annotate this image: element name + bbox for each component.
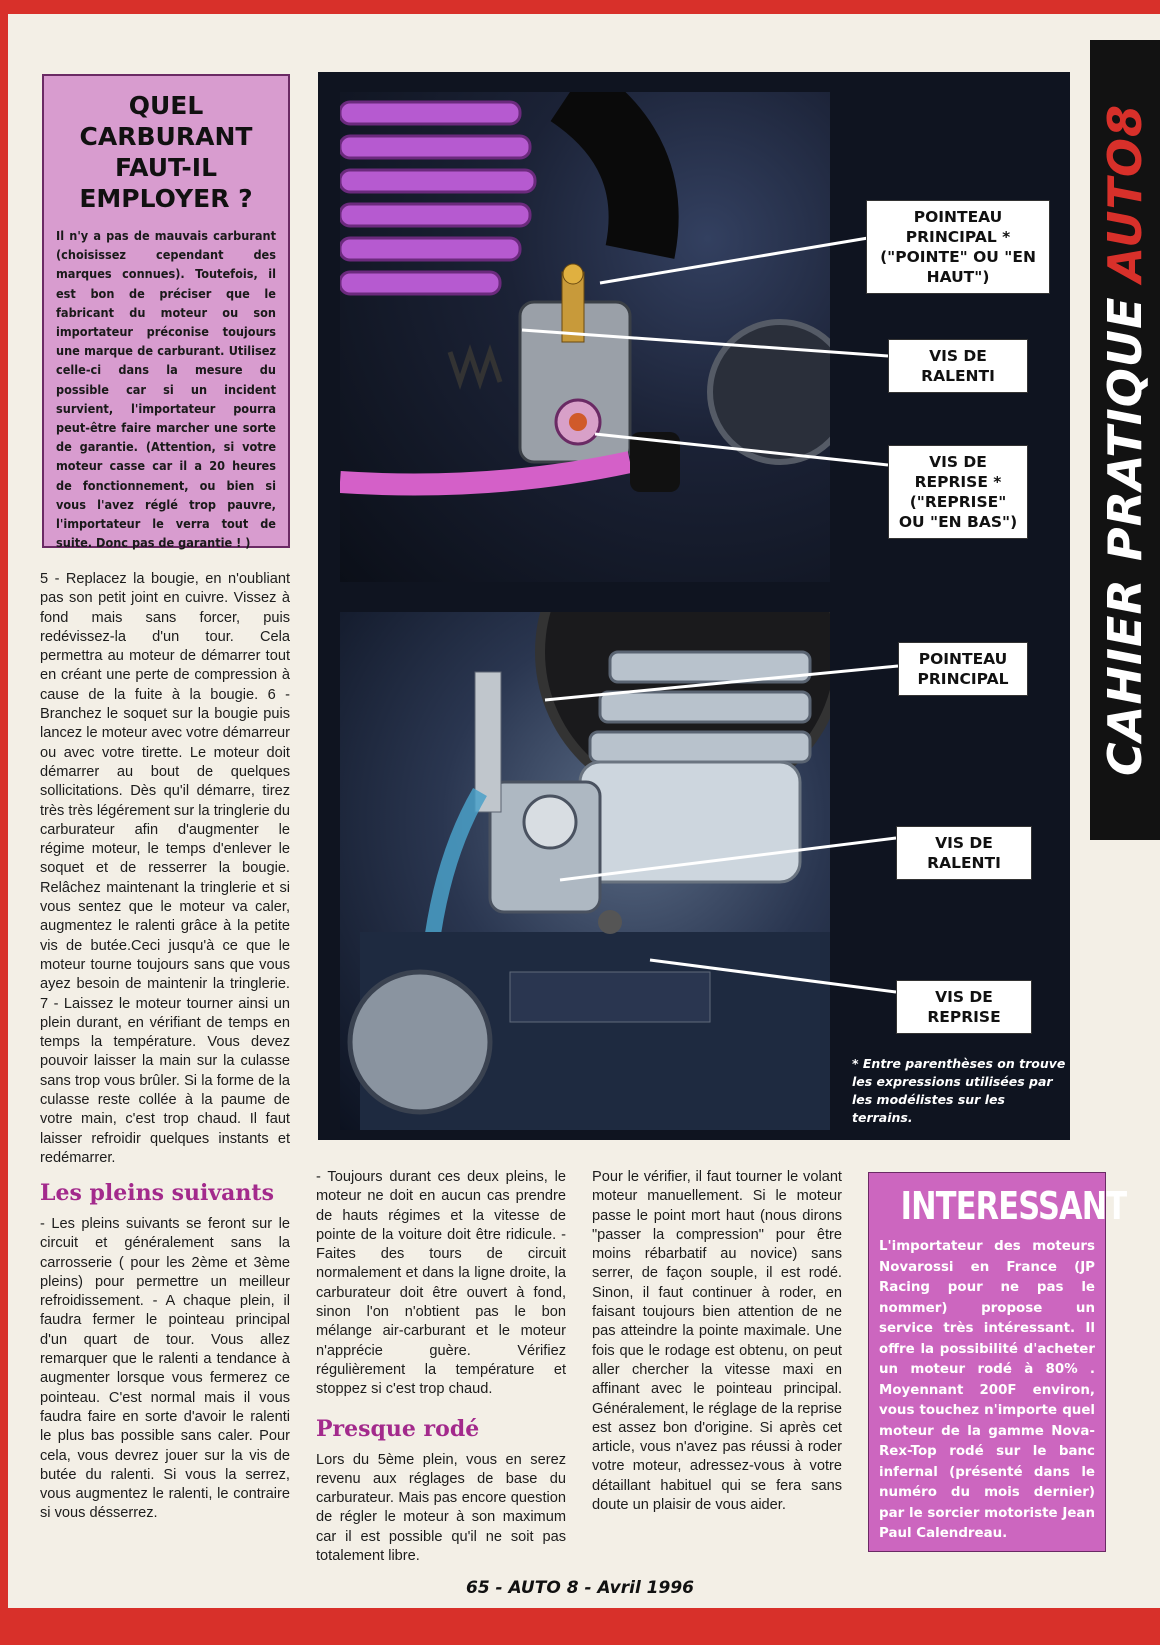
article-column-1b xyxy=(40,1180,290,1524)
interessant-title: INTERESSANT xyxy=(900,1184,1127,1228)
interessant-body: L'importateur des moteurs Novarossi en France (JP Racing pour ne pas le nommer) propose un service très intéressant. Il offre la possibilité d'acheter un moteur rodé à 80% . Moyennant 200F environ, vous touchez n'importe quel moteur de la gamme Nova-Rex-Top rodé sur le banc infernal (présenté dans le numéro du mois dernier) par le sorcier motoriste Jean Paul Calendreau. xyxy=(879,1239,1095,1541)
page-footer: 65 - AUTO 8 - Avril 1996 xyxy=(465,1578,694,1598)
column-1b-text: - Les pleins suivants se feront sur le circuit et généralement sans la carrosserie ( pour les 2ème et 3ème pleins) pour permettre un meilleur refroidissement. - A chaque plein, il faudra fermer le pointeau principal d'un quart de tour. Vous allez remarquer que le ralenti a tendance à augmenter lorsque vous fermerez ce pointeau. C'est normal mais il vous faudra faire en sorte d'avoir le ralenti le plus bas possible sans caler. Pour cela, vous devrez jouer sur la vis de butée du ralenti. Si vous la serrez, vous augmentez le ralenti, le contraire si vous désserrez. xyxy=(40,1216,290,1522)
callout-vis-reprise-bottom: VIS DE REPRISE xyxy=(896,980,1032,1034)
column-2b-text: Lors du 5ème plein, vous en serez revenu aux réglages de base du carburateur. Mais pas encore question de régler le moteur à son maximum car il est possible qu'il ne soit pas totalement libre. xyxy=(316,1451,566,1565)
subhead-pleins-suivants: Les pleins suivants xyxy=(40,1180,274,1206)
callout-vis-ralenti-bottom: VIS DE RALENTI xyxy=(896,826,1032,880)
side-banner-logo: AUTO8 xyxy=(1098,104,1152,283)
subhead-presque-rode: Presque rodé xyxy=(316,1415,480,1442)
article-column-3 xyxy=(592,1168,842,1515)
photo-footnote: * Entre parenthèses on trouve les expressions utilisées par les modélistes sur les terrains. xyxy=(852,1056,1066,1125)
callout-pointeau-principal-bottom: POINTEAU PRINCIPAL xyxy=(898,642,1028,696)
callout-pointeau-principal-top: POINTEAU PRINCIPAL *("POINTE" OU "EN HAUT") xyxy=(866,200,1050,294)
column-3-text: Pour le vérifier, il faut tourner le volant moteur manuellement. Si le moteur passe le point mort haut (nous dirons "passer la compression" pour être moins rébarbatif au novice) sans serrer, de façon souple, il est rodé. Sinon, il faut continuer à roder, en faisant toujours bien attention de ne pas atteindre la pointe maximale. Une fois que le rodage est obtenu, on peut aller chercher la vitesse maxi en affinant avec le pointeau principal. Généralement, le réglage de la reprise est assez bon d'origine. Si après cet article, vous n'avez pas réussi à roder votre moteur, adressez-vous à votre détaillant habituel qui se fera sans doute un plaisir de vous aider. xyxy=(592,1169,842,1514)
interessant-box xyxy=(868,1172,1127,1552)
callout-vis-reprise-top: VIS DE REPRISE *("REPRISE" OU "EN BAS") xyxy=(888,445,1028,539)
fuel-box-body: Il n'y a pas de mauvais carburant (choisissez cependant des marques connues). Toutefois, il est bon de préciser que le fabricant du moteur ou son importateur préconise toujours une marque de carburant. Utilisez celle-ci dans la mesure du possible car si un incident survient, l'importateur pourra peut-être faire marcher une sorte de garantie. (Attention, si votre moteur casse car il a 20 heures de fonctionnement, ou bien si vous l'avez réglé trop pauvre, l'importateur le verra tout de suite. Donc pas de garantie ! ) xyxy=(56,228,276,551)
article-column-2 xyxy=(316,1168,566,1566)
article-column-1 xyxy=(40,570,290,1168)
column-1-text: 5 - Replacez la bougie, en n'oubliant pas son petit joint en cuivre. Vissez à fond mais sans forcer, puis redévissez-la d'un tour. Cela permettra au moteur de démarrer tout en créant une perte de compression à cause de la fuite à la bougie. 6 - Branchez le soquet sur la bougie puis lancez le moteur avec votre démarreur ou avec votre tirette. Le moteur doit démarrer au bout de quelques sollicitations. Dès qu'il démarre, tirez très très légérement sur la tringlerie du carburateur afin d'augmenter le régime moteur, le temps d'enlever le soquet et de resserrer la bougie. Relâchez maintenant la tringlerie et si vous sentez que le moteur va caler, augmentez le ralenti grâce à la petite vis de butée.Ceci jusqu'à ce que le moteur tourne toujours sans que vous ayez besoin de maintenir la tringlerie. 7 - Laissez le moteur tourner ainsi un plein durant, en vérifiant de temps en temps la température. Vous devez pouvoir laisser la main sur la culasse sans trop vous brûler. Si la forme de la culasse reste collée à la paume de votre main, c'est trop chaud. Il faut laisser refroidir quelques instants et redémarrer. xyxy=(40,571,290,1166)
side-banner-section: CAHIER PRATIQUE xyxy=(1098,296,1152,776)
column-2-text: - Toujours durant ces deux pleins, le moteur ne doit en aucun cas prendre de hauts régimes et la vitesse de pointe de la voiture doit être ridicule. - Faites des tours de circuit normalement et dans la ligne droite, la carburateur doit être ouvert à fond, sinon l'on n'obtient pas le bon mélange air-carburant et le moteur n'apprécie guère. Vérifiez régulièrement la température et stoppez si c'est trop chaud. xyxy=(316,1169,566,1398)
callout-vis-ralenti-top: VIS DE RALENTI xyxy=(888,339,1028,393)
fuel-box-title: QUEL CARBURANT FAUT-IL EMPLOYER ? xyxy=(79,91,253,213)
